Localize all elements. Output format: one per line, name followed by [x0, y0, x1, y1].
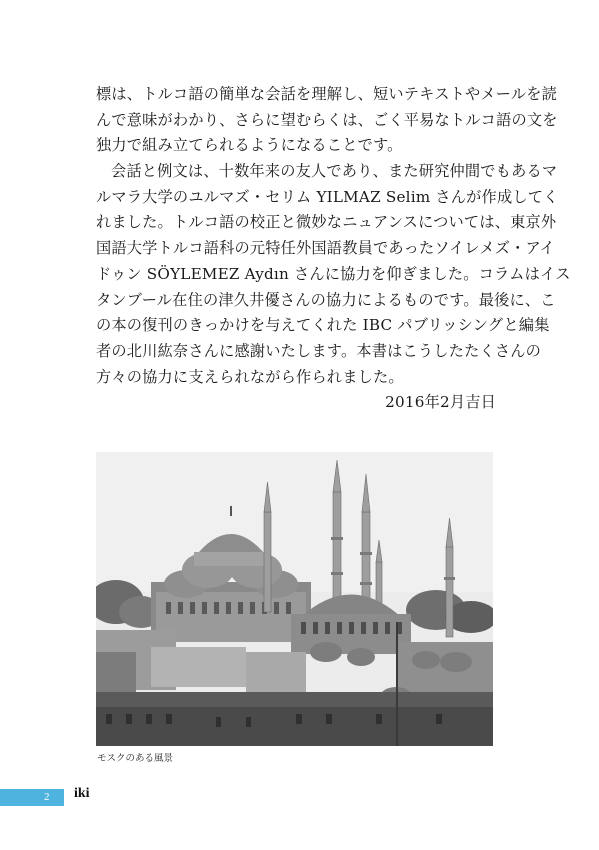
body-line: んで意味がわかり、さらに望むらくは、ごく平易なトルコ語の文を: [96, 110, 558, 129]
mosque-photo: [96, 452, 493, 746]
footer-word: iki: [74, 786, 90, 801]
body-line: タンブール在住の津久井優さんの協力によるものです。最後に、こ: [96, 290, 556, 309]
photo-caption: モスクのある風景: [97, 753, 174, 764]
body-line: ドゥン SÖYLEMEZ Aydın さんに協力を仰ぎました。コラムはイス: [96, 264, 571, 283]
body-line: 者の北川紘奈さんに感謝いたします。本書はこうしたたくさんの: [96, 341, 542, 360]
body-line: 独力で組み立てられるようになることです。: [96, 136, 403, 155]
body-line: 会話と例文は、十数年来の友人であり、また研究仲間でもあるマ: [111, 162, 558, 181]
page-number-tab: [0, 789, 64, 806]
body-line: の本の復刊のきっかけを与えてくれた IBC パブリッシングと編集: [96, 316, 550, 335]
body-line: 方々の協力に支えられながら作られました。: [96, 367, 404, 386]
body-line: れました。トルコ語の校正と微妙なニュアンスについては、東京外: [96, 213, 557, 232]
body-line: 国語大学トルコ語科の元特任外国語教員であったソイレメズ・アイ: [96, 239, 555, 258]
body-line: 標は、トルコ語の簡単な会話を理解し、短いテキストやメールを読: [96, 85, 558, 103]
date-line: 2016年2月吉日: [385, 393, 496, 412]
page-number: 2: [44, 791, 50, 803]
body-text: [96, 82, 571, 416]
body-line: ルマラ大学のユルマズ・セリム YILMAZ Selim さんが作成してく: [96, 187, 559, 206]
